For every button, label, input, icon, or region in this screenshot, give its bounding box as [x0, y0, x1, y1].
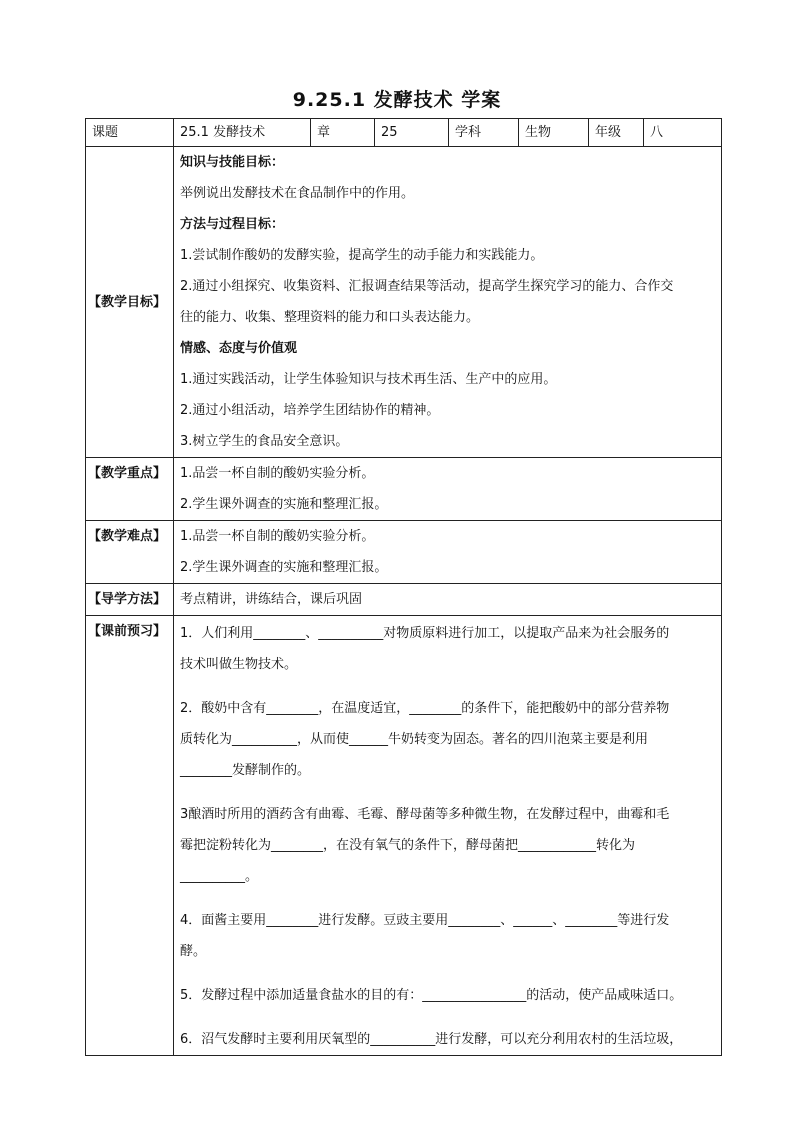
- subject-value: 25.1 发酵技术: [174, 119, 311, 147]
- subject-label: 课题: [86, 119, 174, 147]
- discipline-value: 生物: [519, 119, 589, 147]
- objectives-row: [86, 147, 722, 458]
- objectives-label: 【教学目标】: [86, 147, 174, 458]
- content-line: 霉把淀粉转化为________，在没有氧气的条件下，酵母菌把____________转化为: [180, 838, 636, 853]
- content-line: 3.树立学生的食品安全意识。: [180, 434, 349, 449]
- content-line: 1.尝试制作酸奶的发酵实验，提高学生的动手能力和实践能力。: [180, 248, 544, 263]
- method-row: [86, 584, 722, 616]
- content-line: 1.品尝一杯自制的酸奶实验分析。: [180, 466, 375, 481]
- grade-label: 年级: [589, 119, 644, 147]
- key-points-label: 【教学重点】: [86, 458, 174, 521]
- method-content: 考点精讲，讲练结合，课后巩固: [174, 584, 722, 616]
- preview-row: [86, 616, 722, 1056]
- grade-value: 八: [644, 119, 722, 147]
- lesson-plan-table: [85, 118, 722, 1056]
- paragraph-gap: [180, 1011, 715, 1024]
- content-line: 质转化为__________，从而使______牛奶转变为固态。著名的四川泡菜主要是利用: [180, 732, 649, 747]
- method-label: 【导学方法】: [86, 584, 174, 616]
- chapter-label: 章: [311, 119, 375, 147]
- preview-label: 【课前预习】: [86, 616, 174, 1056]
- difficulties-row: [86, 521, 722, 584]
- content-line: 5．发酵过程中添加适量食盐水的目的有：________________的活动，使产品咸味适口。: [180, 988, 683, 1003]
- section-heading: 情感、态度与价值观: [180, 341, 298, 356]
- chapter-value: 25: [375, 119, 449, 147]
- document-title: 9.25.1 发酵技术 学案: [292, 89, 502, 111]
- paragraph-gap: [180, 786, 715, 799]
- section-heading: 知识与技能目标：: [180, 155, 285, 170]
- content-line: 1.品尝一杯自制的酸奶实验分析。: [180, 529, 375, 544]
- content-line: 技术叫做生物技术。: [180, 657, 298, 672]
- content-line: __________。: [180, 869, 259, 884]
- content-line: 4．面酱主要用________进行发酵。豆豉主要用________、______、________等进行发: [180, 913, 670, 928]
- content-line: 1.通过实践活动，让学生体验知识与技术再生活、生产中的应用。: [180, 372, 557, 387]
- objectives-content: [174, 147, 722, 458]
- content-line: 举例说出发酵技术在食品制作中的作用。: [180, 186, 415, 201]
- content-line: 3酿酒时所用的酒药含有曲霉、毛霉、酵母菌等多种微生物，在发酵过程中，曲霉和毛: [180, 807, 670, 822]
- content-line: 2.通过小组活动，培养学生团结协作的精神。: [180, 403, 440, 418]
- content-line: 2.学生课外调查的实施和整理汇报。: [180, 560, 388, 575]
- content-line: 6．沼气发酵时主要利用厌氧型的__________进行发酵，可以充分利用农村的生活垃圾，: [180, 1032, 683, 1047]
- key-points-content: [174, 458, 722, 521]
- difficulties-content: [174, 521, 722, 584]
- content-line: 2.通过小组探究、收集资料、汇报调查结果等活动，提高学生探究学习的能力、合作交: [180, 279, 674, 294]
- content-line: 1．人们利用________、__________对物质原料进行加工，以提取产品来为社会服务的: [180, 626, 670, 641]
- discipline-label: 学科: [449, 119, 519, 147]
- header-row: [86, 119, 722, 147]
- content-line: 酵。: [180, 944, 207, 959]
- content-line: 往的能力、收集、整理资料的能力和口头表达能力。: [180, 310, 480, 325]
- paragraph-gap: [180, 680, 715, 693]
- difficulties-label: 【教学难点】: [86, 521, 174, 584]
- key-points-row: [86, 458, 722, 521]
- content-line: 2.学生课外调查的实施和整理汇报。: [180, 497, 388, 512]
- section-heading: 方法与过程目标：: [180, 217, 285, 232]
- paragraph-gap: [180, 967, 715, 980]
- content-line: ________发酵制作的。: [180, 763, 311, 778]
- paragraph-gap: [180, 892, 715, 905]
- preview-content: [174, 616, 722, 1056]
- content-line: 2．酸奶中含有________，在温度适宜，________的条件下，能把酸奶中的部分营养物: [180, 701, 670, 716]
